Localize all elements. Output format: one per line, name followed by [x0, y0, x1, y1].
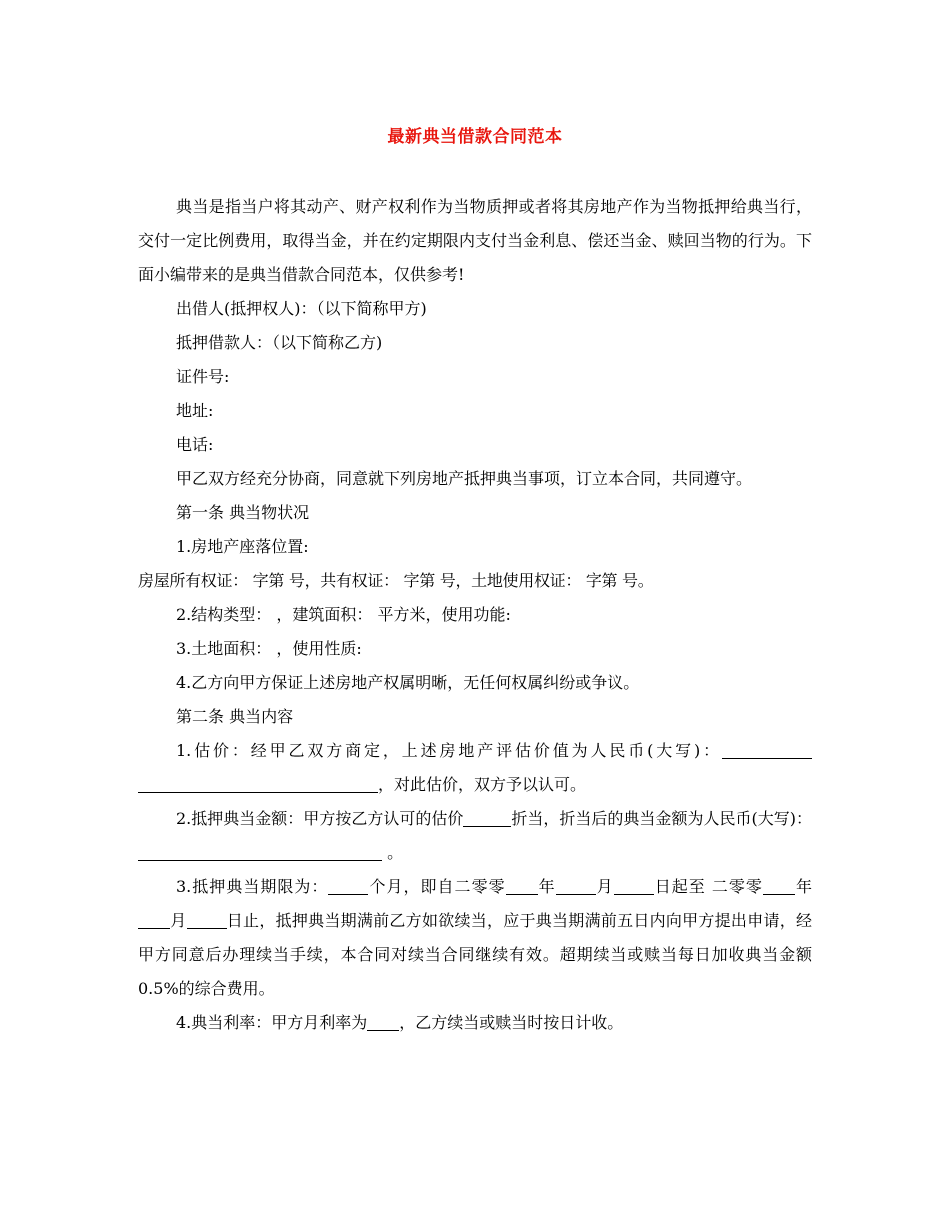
end-year-blank: [763, 876, 795, 895]
valuation-text-end: ，对此估价，双方予以认可。: [378, 775, 587, 794]
rate-text-end: ，乙方续当或赎当时按日计收。: [399, 1013, 624, 1032]
term-text: 3.抵押典当期限为：: [176, 877, 329, 896]
article-2-item-4: [138, 1006, 812, 1040]
amount-text: 2.抵押典当金额：甲方按乙方认可的估价: [176, 809, 464, 828]
start-month-blank: [556, 876, 596, 895]
article-1-item-1: 1.房地产座落位置:: [176, 537, 309, 556]
amount-text-2: 折当，折当后的典当金额为人民币(大写)：: [511, 809, 812, 828]
amount-text-end: 。: [382, 843, 404, 862]
amount-blank: [138, 842, 382, 861]
rate-blank: [367, 1012, 399, 1031]
month-label: 月: [595, 877, 614, 896]
term-text-4: 日止，抵押典当期满前乙方如欲续当，应于典当期满前五日内向甲方提出申请，经甲方同意后办理续当手续，本合同对续当合同继续有效。超期续当或赎当每日加收典当金额0.5%的综合费用。: [138, 911, 812, 998]
valuation-blank-1: [722, 740, 812, 759]
valuation-text: 1.估价：经甲乙双方商定，上述房地产评估价值为人民币(大写)：: [176, 741, 722, 760]
article-2-title: 第二条 典当内容: [176, 707, 294, 726]
valuation-blank-2: [138, 774, 378, 793]
year-label: 年: [537, 877, 556, 896]
phone-line: 电话:: [176, 435, 214, 454]
article-1-title: 第一条 典当物状况: [176, 503, 310, 522]
borrower-line: 抵押借款人：（以下简称乙方): [176, 333, 383, 352]
start-year-blank: [506, 876, 538, 895]
article-1-certificates: 房屋所有权证： 字第 号，共有权证： 字第 号，土地使用权证： 字第 号。: [138, 571, 654, 590]
month-label-2: 月: [170, 911, 187, 930]
article-2-item-1: [138, 734, 812, 802]
article-1-item-3: 3.土地面积： ，使用性质:: [176, 639, 362, 658]
article-1-item-2: 2.结构类型： ，建筑面积： 平方米，使用功能:: [176, 605, 511, 624]
agreement-paragraph: 甲乙双方经充分协商，同意就下列房地产抵押典当事项，订立本合同，共同遵守。: [176, 469, 753, 488]
months-blank: [328, 876, 368, 895]
term-text-3: 日起至 二零零: [653, 877, 763, 896]
start-day-blank: [614, 876, 654, 895]
end-month-blank: [138, 910, 170, 929]
rate-text: 4.典当利率：甲方月利率为: [176, 1013, 368, 1032]
discount-blank: [463, 808, 511, 827]
article-2-item-3: [138, 870, 812, 1006]
address-line: 地址:: [176, 401, 214, 420]
document-title: 最新典当借款合同范本: [387, 127, 563, 147]
article-1-item-4: 4.乙方向甲方保证上述房地产权属明晰，无任何权属纠纷或争议。: [176, 673, 640, 692]
end-day-blank: [187, 910, 227, 929]
term-text-2: 个月，即自二零零: [368, 877, 506, 896]
intro-paragraph: 典当是指当户将其动产、财产权利作为当物质押或者将其房地产作为当物抵押给典当行，交付一定比例费用，取得当金，并在约定期限内支付当金利息、偿还当金、赎回当物的行为。下面小编带来的是典当借款合同范本，仅供参考!: [138, 197, 812, 284]
id-number-line: 证件号:: [176, 367, 230, 386]
article-2-item-2: [138, 802, 812, 870]
lender-line: 出借人(抵押权人)：（以下简称甲方): [176, 299, 427, 318]
year-label-2: 年: [794, 877, 812, 896]
document-body: [138, 190, 812, 1040]
